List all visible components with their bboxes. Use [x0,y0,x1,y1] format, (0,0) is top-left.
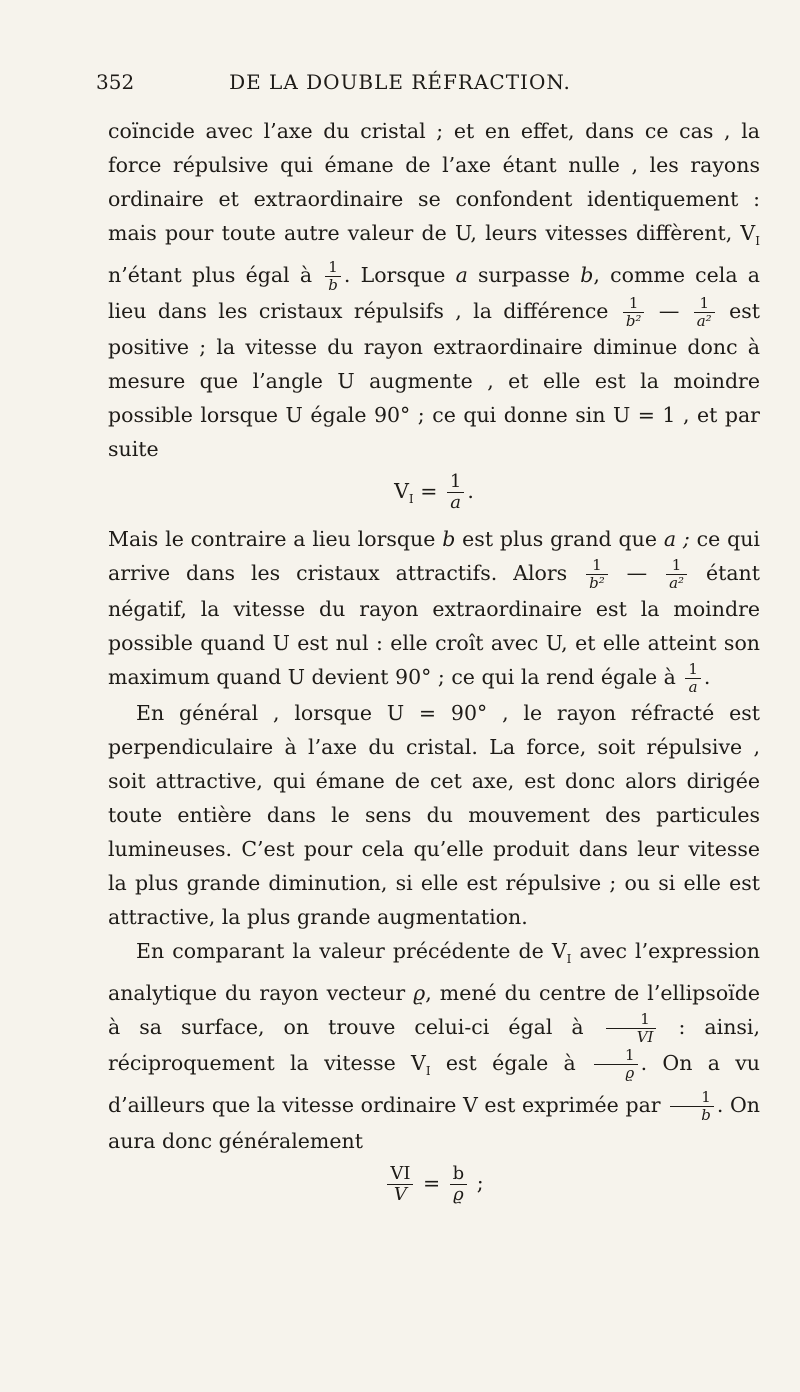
page-header [96,70,704,100]
text-run: . On a vu d’ailleurs que la vitesse ordinaire V est exprimée par [108,1051,760,1118]
text-run: En comparant la valeur précédente de V [136,939,567,964]
equation-2 [108,1164,760,1205]
fraction-numerator: b [450,1164,468,1185]
fraction-denominator: ϱ [625,1064,635,1083]
text-run: n’étant plus égal à [108,263,323,288]
fraction-numerator: 1 [447,472,464,493]
fraction-numerator: 1 [606,1011,657,1029]
paragraph-4 [108,934,760,1158]
text-run: : ainsi, réciproquement la vitesse V [108,1015,761,1076]
variable: a ; [663,527,690,552]
subscript: I [408,492,414,507]
fraction [606,1011,657,1046]
text-run: Mais le contraire a lieu lorsque [108,527,443,552]
fraction [325,259,341,294]
fraction-numerator: 1 [586,557,608,575]
eq-term: V [394,479,409,504]
fraction-denominator: a² [696,312,712,331]
fraction-numerator: 1 [325,259,341,277]
page-number: 352 [96,70,135,94]
text-run: — [647,299,691,324]
fraction-denominator: b [701,1106,711,1125]
paragraph-2 [108,522,760,696]
fraction-numerator: 1 [685,661,701,679]
equation-1 [108,472,760,516]
text-run: surpasse [467,263,581,288]
fraction [694,295,715,330]
fraction [623,295,645,330]
text-run: est égale à [430,1051,592,1076]
text-run: . On aura donc généralement [108,1093,760,1154]
fraction-numerator: 1 [670,1089,714,1107]
fraction-denominator: b² [589,574,605,593]
fraction [387,1164,413,1205]
fraction-numerator: 1 [694,295,715,313]
text-run: ce qui arrive dans les cristaux attractifs. Alors [108,527,760,586]
text-run: . [467,479,474,504]
body-text [108,114,760,1211]
text-run: — [610,561,664,586]
fraction-denominator: b [328,276,338,295]
text-run: . Lorsque [343,263,456,288]
variable: b [580,263,594,288]
fraction-denominator: V [393,1184,407,1206]
fraction [685,661,701,696]
fraction-numerator: VI [387,1164,413,1185]
fraction [594,1047,638,1082]
paragraph-1 [108,114,760,466]
fraction [670,1089,714,1124]
text-run: étant négatif, la vitesse du rayon extraordinaire est la moindre possible quand U est nul : elle croît avec U, et elle atteint son maximum quand U devient 90° ; ce qui la rend égale à [108,561,760,690]
text-run: ; [470,1171,484,1196]
fraction-denominator: a [450,492,461,514]
subscript: I [755,234,760,249]
text-run: , mené du centre de l’ellipsoïde à sa surface, on trouve celui-ci égal à [108,981,760,1040]
text-run: avec l’expression analytique du rayon vecteur [108,939,760,1006]
text-run: . [703,665,711,690]
text-run: est plus grand que [455,527,664,552]
eq-sign: = [413,479,444,504]
variable: a [455,263,468,288]
fraction-denominator: a [688,678,698,697]
text-run: , comme cela a lieu dans les cristaux répulsifs , la différence [108,263,760,324]
text-run: coïncide avec l’axe du cristal ; et en effet, dans ce cas , la force répulsive qui émane de l’axe étant nulle , les rayons ordinaire et extraordinaire se confondent identiquement : mais pour toute autre valeur de U, leurs vitesses diffèrent, V [108,119,760,245]
subscript: I [425,1064,431,1079]
fraction [666,557,687,592]
fraction [447,472,464,513]
fraction-numerator: 1 [623,295,645,313]
fraction-denominator: a² [669,574,685,593]
fraction-denominator: b² [625,312,642,331]
fraction-numerator: 1 [594,1047,638,1065]
subscript: I [566,952,572,967]
running-head: DE LA DOUBLE RÉFRACTION. [229,70,571,94]
fraction [586,557,608,592]
paragraph-3: En général , lorsque U = 90° , le rayon réfracté est perpendiculaire à l’axe du cristal. La force, soit répulsive , soit attractive, qui émane de cet axe, est donc alors dirigée toute entière dans le sens du mouvement des particules lumineuses. C’est pour cela qu’elle produit dans leur vitesse la plus grande diminution, si elle est répulsive ; ou si elle est attractive, la plus grande augmentation. [108,701,760,930]
fraction [450,1164,468,1205]
fraction-numerator: 1 [666,557,687,575]
variable: b [442,527,456,552]
eq-sign: = [416,1171,447,1196]
fraction-denominator: ϱ [453,1184,464,1206]
text-run: est positive ; la vitesse du rayon extraordinaire diminue donc à mesure que l’angle U augmente , et elle est la moindre possible lorsque U égale 90° ; ce qui donne sin U = 1 , et par suite [108,299,760,462]
fraction-denominator: VI [636,1028,654,1047]
variable: ϱ [413,981,426,1006]
